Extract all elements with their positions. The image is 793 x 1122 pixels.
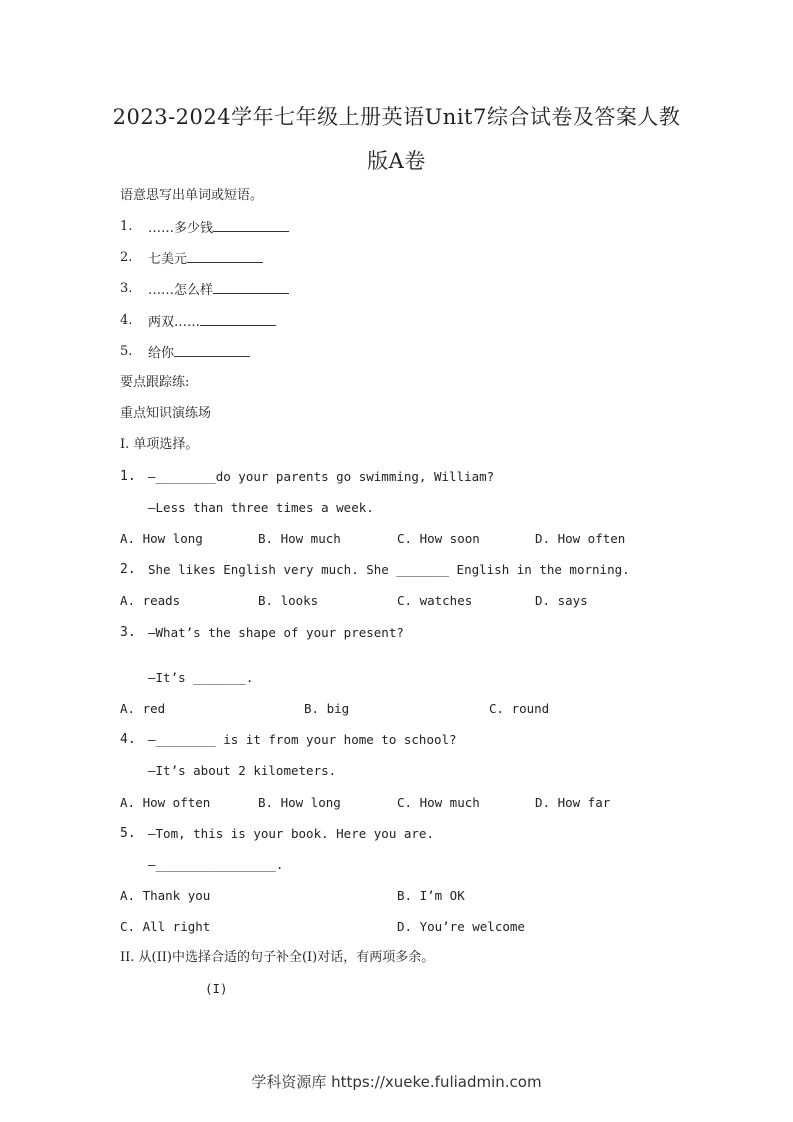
question-4-stem: —________ is it from your home to school? [148,732,457,747]
practice-subheading: 重点知识演练场 [120,406,212,421]
question-1-stem: —________do your parents go swimming, William? [148,469,495,484]
practice-heading: 要点跟踪练: [120,375,190,390]
vocab-num-4: 4. [120,313,133,328]
answer-blank[interactable] [174,344,250,357]
question-4-option-a[interactable]: A. How often [120,795,211,810]
question-1-number: 1. [120,469,136,484]
question-1-option-b[interactable]: B. How much [258,531,341,546]
section-1-heading: I. 单项选择。 [120,437,199,452]
question-2-option-c[interactable]: C. watches [397,593,473,608]
answer-blank[interactable] [187,250,263,263]
vocab-num-5: 5. [120,344,133,359]
question-3-option-c[interactable]: C. round [489,701,550,716]
question-5-option-c[interactable]: C. All right [120,919,211,934]
question-1-option-d[interactable]: D. How often [535,531,626,546]
answer-blank[interactable] [213,281,289,294]
question-1-reply: —Less than three times a week. [148,500,374,515]
question-4-number: 4. [120,732,136,747]
question-5-option-d[interactable]: D. You’re welcome [397,919,525,934]
question-3-option-b[interactable]: B. big [304,701,350,716]
question-2-stem: She likes English very much. She _______ English in the morning. [148,562,630,577]
question-1-option-c[interactable]: C. How soon [397,531,480,546]
question-1-option-a[interactable]: A. How long [120,531,203,546]
vocab-num-2: 2. [120,250,133,265]
question-4-reply: —It’s about 2 kilometers. [148,763,337,778]
question-2-number: 2. [120,562,136,577]
question-5-option-a[interactable]: A. Thank you [120,888,211,903]
question-3-option-a[interactable]: A. red [120,701,166,716]
vocab-num-1: 1. [120,219,133,234]
vocab-item-3: ……怎么样 [148,281,289,299]
vocab-item-1: ……多少钱 [148,219,289,237]
page-title-line-2: 版A卷 [367,149,426,173]
answer-blank[interactable] [200,313,276,326]
question-2-option-b[interactable]: B. looks [258,593,319,608]
footer-watermark: 学科资源库 https://xueke.fuliadmin.com [251,1073,542,1091]
vocab-instruction: 语意思写出单词或短语。 [120,188,264,203]
vocab-item-4: 两双…… [148,313,276,331]
page-title-line-1: 2023-2024学年七年级上册英语Unit7综合试卷及答案人教 [112,105,681,129]
vocab-num-3: 3. [120,281,133,296]
question-3-reply: —It’s _______. [148,670,254,685]
question-2-option-d[interactable]: D. says [535,593,588,608]
question-4-option-c[interactable]: C. How much [397,795,480,810]
section-2-sub-label: (I) [205,981,228,996]
question-5-reply: —________________. [148,857,284,872]
question-2-option-a[interactable]: A. reads [120,593,181,608]
section-2-heading: II. 从(II)中选择合适的句子补全(I)对话，有两项多余。 [120,950,435,965]
question-5-stem: —Tom, this is your book. Here you are. [148,826,434,841]
answer-blank[interactable] [213,219,289,232]
question-4-option-d[interactable]: D. How far [535,795,611,810]
question-5-option-b[interactable]: B. I’m OK [397,888,465,903]
question-4-option-b[interactable]: B. How long [258,795,341,810]
vocab-item-2: 七美元 [148,250,263,268]
vocab-item-5: 给你 [148,344,250,362]
question-3-stem: —What’s the shape of your present? [148,625,404,640]
question-5-number: 5. [120,826,136,841]
question-3-number: 3. [120,625,136,640]
